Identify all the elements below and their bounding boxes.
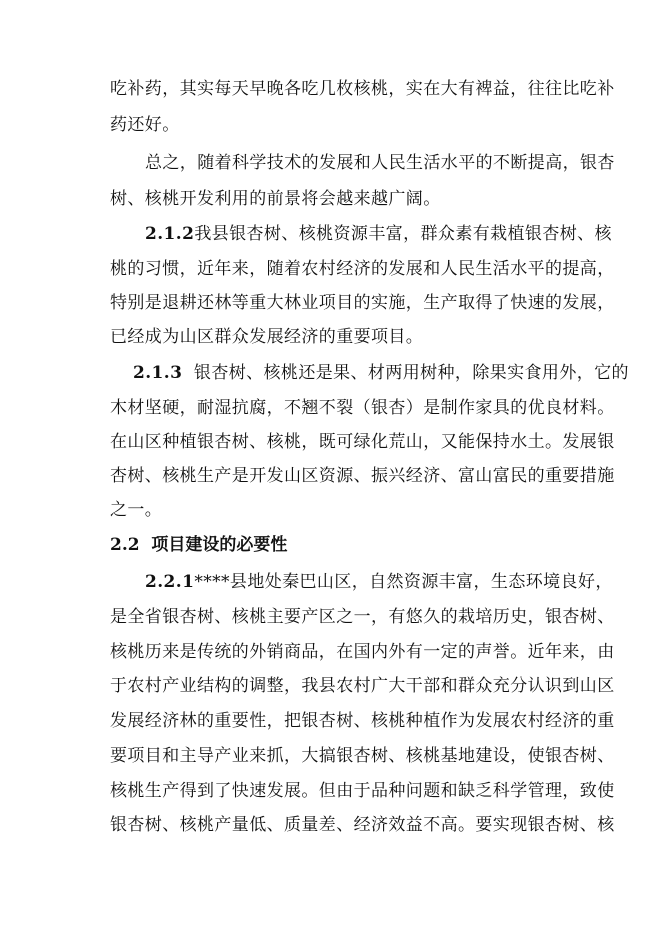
- paragraph-line: 吃补药，其实每天早晚各吃几枚核桃，实在大有裨益，往往比吃补: [110, 79, 615, 99]
- paragraph-text: 我县银杏树、核桃资源丰富，群众素有栽植银杏树、核: [194, 224, 612, 244]
- paragraph-line: 之一。: [110, 500, 163, 520]
- section-2-1-2-first-line: [145, 223, 612, 245]
- section-heading: [110, 534, 287, 556]
- paragraph-text: 银杏树、核桃还是果、材两用树种，除果实食用外，它的: [182, 363, 629, 383]
- section-2-1-3-first-line: [133, 362, 629, 384]
- paragraph-text: ****县地处秦巴山区，自然资源丰富，生态环境良好，: [194, 572, 613, 592]
- paragraph-line: 在山区种植银杏树、核桃，既可绿化荒山，又能保持水土。发展银: [110, 432, 615, 452]
- paragraph-line: 银杏树、核桃产量低、质量差、经济效益不高。要实现银杏树、核: [110, 815, 615, 835]
- section-number: 2.1.3: [133, 363, 183, 383]
- heading-title: 项目建设的必要性: [151, 535, 288, 555]
- section-number: 2.2.1: [145, 572, 195, 592]
- paragraph-line: 要项目和主导产业来抓，大搞银杏树、核桃基地建设，使银杏树、: [110, 746, 615, 766]
- paragraph-line: 发展经济林的重要性，把银杏树、核桃种植作为发展农村经济的重: [110, 711, 615, 731]
- section-2-2-1-first-line: [145, 571, 613, 593]
- paragraph-line: 桃的习惯，近年来，随着农村经济的发展和人民生活水平的提高，: [110, 259, 615, 279]
- paragraph-line: 特别是退耕还林等重大林业项目的实施，生产取得了快速的发展，: [110, 293, 615, 313]
- paragraph-line: 木材坚硬，耐湿抗腐，不翘不裂（银杏）是制作家具的优良材料。: [110, 398, 615, 418]
- heading-number: 2.2: [110, 535, 140, 555]
- paragraph-line: 已经成为山区群众发展经济的重要项目。: [110, 327, 424, 347]
- paragraph-line: 杏树、核桃生产是开发山区资源、振兴经济、富山富民的重要措施: [110, 466, 615, 486]
- paragraph-line: 是全省银杏树、核桃主要产区之一，有悠久的栽培历史，银杏树、: [110, 607, 615, 627]
- paragraph-line: 核桃生产得到了快速发展。但由于品种问题和缺乏科学管理，致使: [110, 781, 615, 801]
- paragraph-line: 核桃历来是传统的外销商品，在国内外有一定的声誉。近年来，由: [110, 642, 615, 662]
- paragraph-line: 树、核桃开发利用的前景将会越来越广阔。: [110, 189, 441, 209]
- paragraph-line: 总之，随着科学技术的发展和人民生活水平的不断提高，银杏: [145, 153, 615, 173]
- paragraph-line: 药还好。: [110, 115, 180, 135]
- section-number: 2.1.2: [145, 224, 195, 244]
- paragraph-line: 于农村产业结构的调整，我县农村广大干部和群众充分认识到山区: [110, 676, 615, 696]
